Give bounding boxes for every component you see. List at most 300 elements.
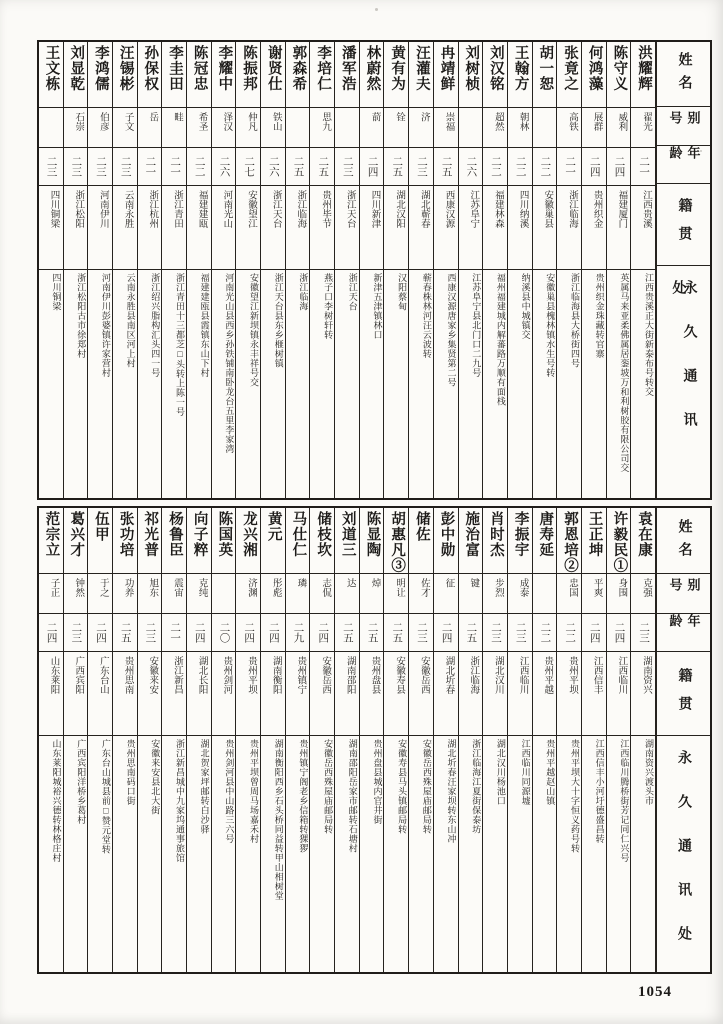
alias-cell: 子正	[39, 574, 63, 614]
alias-cell: 明让	[384, 574, 408, 614]
native-place-cell: 贵州思南	[113, 652, 137, 736]
address-cell: 蕲春株林河汪云波转	[421, 273, 432, 359]
alias-cell: 于之	[88, 574, 112, 614]
alias-cell: 璘	[286, 574, 310, 614]
person-column	[607, 42, 632, 498]
alias-cell: 身围	[607, 574, 631, 614]
native-place-cell: 浙江天台	[335, 186, 359, 270]
address-cell: 安徽岳西殊屋庙邮局转	[421, 739, 432, 834]
age-cell: 二一	[557, 148, 581, 186]
native-place-cell: 湖北汉川	[483, 652, 507, 736]
name-cell: 储枝坎	[310, 508, 334, 574]
alias-cell	[212, 574, 236, 614]
age-cell: 二五	[310, 148, 334, 186]
header-address: 永久通讯处	[676, 750, 691, 970]
address-cell: 浙江青田十三都芝□头转上陈一号	[174, 273, 185, 417]
name-cell: 冉靖鲜	[434, 42, 458, 108]
address-cell: 福州福建城内解蕃路万顺有面栈	[495, 273, 506, 406]
native-place-cell: 浙江杭州	[138, 186, 162, 270]
person-column	[286, 42, 311, 498]
person-column	[310, 508, 335, 972]
native-place-cell: 贵州毕节	[310, 186, 334, 270]
person-column	[138, 508, 163, 972]
native-place-cell: 江西信丰	[582, 652, 606, 736]
address-cell: 河南光山县西乡孙铁铺南卧龙台五里李家湾	[224, 273, 235, 454]
directory-table-bottom	[37, 506, 712, 974]
name-cell: 向子粹	[187, 508, 211, 574]
address-cell: 福建建瓯县霞镇东山下村	[199, 273, 210, 378]
person-column	[286, 508, 311, 972]
name-cell: 陈冠忠	[187, 42, 211, 108]
address-cell: 浙江绍兴脂构汇头四一号	[150, 273, 161, 378]
person-column	[39, 42, 64, 498]
address-cell: 贵州盘县城内官井街	[372, 739, 383, 825]
person-column	[360, 42, 385, 498]
person-column	[409, 42, 434, 498]
person-column	[459, 508, 484, 972]
alias-cell: 忠国	[557, 574, 581, 614]
person-column	[162, 42, 187, 498]
native-place-cell: 安徽寿县	[384, 652, 408, 736]
age-cell: 二三	[483, 614, 507, 652]
age-cell: 二五	[384, 614, 408, 652]
alias-cell: 石崇	[64, 108, 88, 148]
alias-cell: 彤彪	[261, 574, 285, 614]
native-place-cell: 河南伊川	[88, 186, 112, 270]
age-cell: 二四	[39, 614, 63, 652]
address-cell: 安徽巢县槐林镇水生号转	[545, 273, 556, 378]
age-cell: 二一	[138, 148, 162, 186]
address-cell: 英属马来亚柔佛属居銮坡万和利树胶有限公司交	[619, 273, 630, 473]
person-column	[483, 42, 508, 498]
native-place-cell: 江苏阜宁	[459, 186, 483, 270]
name-cell: 龙兴湘	[236, 508, 260, 574]
alias-cell: 志侃	[310, 574, 334, 614]
person-column	[212, 42, 237, 498]
native-place-cell: 江西贵溪	[631, 186, 655, 270]
name-cell: 陈守义	[607, 42, 631, 108]
native-place-cell: 贵州剑河	[212, 652, 236, 736]
address-cell: 湖南资兴渡头市	[644, 739, 654, 806]
age-cell: 二六	[261, 148, 285, 186]
name-cell: 王文栋	[39, 42, 63, 108]
address-cell: 江西临川同源墟	[520, 739, 531, 806]
age-cell: 二一	[631, 148, 655, 186]
native-place-cell: 福建林森	[483, 186, 507, 270]
person-column	[533, 42, 558, 498]
alias-cell: 希圣	[187, 108, 211, 148]
alias-cell: 平爽	[582, 574, 606, 614]
age-cell: 二四	[582, 148, 606, 186]
name-cell: 张功培	[113, 508, 137, 574]
age-cell: 二二	[557, 614, 581, 652]
address-cell: 燕子口李树轩转	[323, 273, 334, 340]
name-cell: 杨鲁臣	[162, 508, 186, 574]
native-place-cell: 浙江松阳	[64, 186, 88, 270]
native-place-cell: 福建厦门	[607, 186, 631, 270]
native-place-cell: 安徽巢县	[533, 186, 557, 270]
person-column	[508, 508, 533, 972]
person-column	[582, 508, 607, 972]
age-cell: 二三	[64, 614, 88, 652]
age-cell: 二四	[236, 614, 260, 652]
age-cell: 二五	[384, 148, 408, 186]
age-cell: 二九	[286, 614, 310, 652]
person-column	[64, 42, 89, 498]
alias-cell: 畦	[162, 108, 186, 148]
native-place-cell: 四川纳溪	[508, 186, 532, 270]
person-column	[409, 508, 434, 972]
age-cell: 二五	[360, 614, 384, 652]
age-cell: 二四	[434, 614, 458, 652]
name-cell: 袁在康	[631, 508, 655, 574]
age-cell: 二二	[508, 148, 532, 186]
age-cell: 二〇	[212, 614, 236, 652]
person-column	[557, 508, 582, 972]
native-place-cell: 云南永胜	[113, 186, 137, 270]
address-cell: 河南伊川彭婆镇许家营村	[100, 273, 111, 378]
native-place-cell: 浙江新昌	[162, 652, 186, 736]
alias-cell	[286, 108, 310, 148]
native-place-cell: 福建建瓯	[187, 186, 211, 270]
name-cell: 刘汉铭	[483, 42, 507, 108]
address-cell: 江苏阜宁县北门口二九号	[471, 273, 482, 378]
person-column	[236, 508, 261, 972]
person-column	[88, 508, 113, 972]
name-cell: 李耀中	[212, 42, 236, 108]
address-cell: 湖北贺家坪邮转白沙驿	[199, 739, 210, 834]
alias-cell: 焯	[360, 574, 384, 614]
person-column	[187, 42, 212, 498]
age-cell: 二三	[64, 148, 88, 186]
age-cell: 二六	[459, 148, 483, 186]
name-cell: 孙保权	[138, 42, 162, 108]
person-column	[434, 508, 459, 972]
name-cell: 谢贤仕	[261, 42, 285, 108]
name-cell: 李培仁	[310, 42, 334, 108]
alias-cell: 成泰	[508, 574, 532, 614]
header-address: 永久通讯处	[670, 280, 697, 457]
person-column	[39, 508, 64, 972]
address-cell: 广西宾阳洋桥乡葛村	[76, 739, 87, 825]
person-column	[261, 508, 286, 972]
header-column	[656, 42, 710, 498]
name-cell: 张竟之	[557, 42, 581, 108]
age-cell: 二二	[533, 148, 557, 186]
alias-cell: 钟然	[64, 574, 88, 614]
address-cell: 贵州织金珠藏转官寨	[594, 273, 605, 359]
age-cell: 二四	[607, 614, 631, 652]
name-cell: 葛兴才	[64, 508, 88, 574]
person-column	[607, 508, 632, 972]
name-cell: 王正坤	[582, 508, 606, 574]
name-cell: 黄元	[261, 508, 285, 574]
age-cell: 二三	[88, 148, 112, 186]
native-place-cell: 江西临川	[607, 652, 631, 736]
name-cell: 汪灌夫	[409, 42, 433, 108]
name-cell: 马仕仁	[286, 508, 310, 574]
age-cell: 二六	[212, 148, 236, 186]
alias-cell: 子文	[113, 108, 137, 148]
alias-cell: 威利	[607, 108, 631, 148]
person-column	[187, 508, 212, 972]
person-column	[557, 42, 582, 498]
header-name: 姓名	[657, 42, 710, 107]
directory-table-top	[37, 40, 712, 500]
person-column	[88, 42, 113, 498]
scan-speck	[700, 150, 702, 152]
age-cell: 二三	[409, 614, 433, 652]
alias-cell: 克强	[631, 574, 655, 614]
alias-cell: 步烈	[483, 574, 507, 614]
address-cell: 浙江新昌城中九家坞通事旅馆	[174, 739, 185, 863]
name-cell: 汪锡彬	[113, 42, 137, 108]
alias-cell: 达	[335, 574, 359, 614]
address-cell: 贵州平坝大十字恒义药号转	[569, 739, 580, 853]
address-cell: 浙江天台县东乡榧树镇	[273, 273, 284, 368]
name-cell: 彭中勋	[434, 508, 458, 574]
age-cell: 二五	[113, 614, 137, 652]
name-cell: 王翰方	[508, 42, 532, 108]
native-place-cell: 湖南邵阳	[335, 652, 359, 736]
native-place-cell: 湖南资兴	[631, 652, 655, 736]
name-cell: 何鸿藻	[582, 42, 606, 108]
name-cell: 胡惠凡③	[384, 508, 408, 574]
address-cell: 新津五津镇林口	[372, 273, 383, 340]
age-cell: 二四	[88, 614, 112, 652]
person-column	[261, 42, 286, 498]
name-cell: 伍甲	[88, 508, 112, 574]
person-column	[138, 42, 163, 498]
name-cell: 刘显乾	[64, 42, 88, 108]
header-alias: 别号	[657, 107, 710, 146]
age-cell: 二五	[286, 148, 310, 186]
alias-cell: 崇福	[434, 108, 458, 148]
native-place-cell: 浙江临海	[286, 186, 310, 270]
native-place-cell: 湖北圻春	[434, 652, 458, 736]
age-cell: 二五	[335, 614, 359, 652]
alias-cell: 济渊	[236, 574, 260, 614]
name-cell: 李鸿儒	[88, 42, 112, 108]
alias-cell: 泽汉	[212, 108, 236, 148]
age-cell: 二四	[607, 148, 631, 186]
native-place-cell: 安徽岳西	[310, 652, 334, 736]
age-cell: 二四	[360, 148, 384, 186]
alias-cell: 克纯	[187, 574, 211, 614]
age-cell: 二七	[236, 148, 260, 186]
alias-cell	[533, 574, 557, 614]
address-cell: 浙江临海县大桥街四号	[569, 273, 580, 368]
name-cell: 储佐	[409, 508, 433, 574]
name-cell: 郭恩培②	[557, 508, 581, 574]
person-column	[162, 508, 187, 972]
page-number: 1054	[638, 984, 672, 1000]
native-place-cell: 江西临川	[508, 652, 532, 736]
native-place-cell: 山东莱阳	[39, 652, 63, 736]
header-column	[656, 508, 710, 972]
person-column	[631, 508, 656, 972]
person-column	[483, 508, 508, 972]
native-place-cell: 贵州平越	[533, 652, 557, 736]
native-place-cell: 湖北长阳	[187, 652, 211, 736]
person-column	[310, 42, 335, 498]
name-cell: 李振宇	[508, 508, 532, 574]
native-place-cell: 安徽望江	[236, 186, 260, 270]
native-place-cell: 贵州镇宁	[286, 652, 310, 736]
address-cell: 安徽望江新坝镇永丰祥号交	[249, 273, 259, 387]
native-place-cell: 广西宾阳	[64, 652, 88, 736]
alias-cell	[459, 108, 483, 148]
name-cell: 洪耀辉	[631, 42, 655, 108]
age-cell: 二五	[459, 614, 483, 652]
name-cell: 肖时杰	[483, 508, 507, 574]
person-column	[384, 42, 409, 498]
alias-cell: 思九	[310, 108, 334, 148]
address-cell: 安徽岳西殊屋庙邮局转	[323, 739, 334, 834]
age-cell: 二一	[162, 614, 186, 652]
address-cell: 贵州镇宁阁老乡信箱转猓猡	[298, 739, 309, 853]
person-column	[64, 508, 89, 972]
header-native: 籍贯	[657, 184, 710, 267]
address-cell: 浙江临海江夏街保泰坊	[471, 739, 482, 834]
address-cell: 纳溪县中城镇交	[520, 273, 531, 340]
person-column	[212, 508, 237, 972]
age-cell: 二三	[631, 614, 655, 652]
address-cell: 汉阳蔡甸	[397, 273, 408, 311]
person-column	[631, 42, 656, 498]
alias-cell: 仲凡	[236, 108, 260, 148]
address-cell: 四川铜梁	[51, 273, 62, 311]
name-cell: 胡一恕	[533, 42, 557, 108]
alias-cell: 超然	[483, 108, 507, 148]
native-place-cell: 西康汉源	[434, 186, 458, 270]
name-cell: 林蔚然	[360, 42, 384, 108]
address-cell: 贵州思南码口街	[125, 739, 136, 806]
name-cell: 刘树桢	[459, 42, 483, 108]
person-column	[335, 42, 360, 498]
native-place-cell: 安徽岳西	[409, 652, 433, 736]
native-place-cell: 浙江天台	[261, 186, 285, 270]
native-place-cell: 贵州平坝	[557, 652, 581, 736]
age-cell: 二三	[138, 614, 162, 652]
native-place-cell: 河南光山	[212, 186, 236, 270]
age-cell: 二四	[582, 614, 606, 652]
native-place-cell: 安徽来安	[138, 652, 162, 736]
alias-cell: 功养	[113, 574, 137, 614]
native-place-cell: 湖南衡阳	[261, 652, 285, 736]
person-column	[360, 508, 385, 972]
alias-cell: 征	[434, 574, 458, 614]
native-place-cell: 四川新津	[360, 186, 384, 270]
address-cell: 浙江松阳古市徐郑村	[76, 273, 87, 359]
person-column	[434, 42, 459, 498]
name-cell: 李圭田	[162, 42, 186, 108]
alias-cell	[39, 108, 63, 148]
native-place-cell: 浙江青田	[162, 186, 186, 270]
alias-cell	[335, 108, 359, 148]
person-column	[335, 508, 360, 972]
address-cell: 湖南衡阳西乡石头桥同益转甲山相树堂	[273, 739, 284, 901]
age-cell: 二四	[310, 614, 334, 652]
native-place-cell: 浙江临海	[459, 652, 483, 736]
person-column	[236, 42, 261, 498]
alias-cell: 翟光	[631, 108, 655, 148]
alias-cell: 伯彦	[88, 108, 112, 148]
age-cell: 二一	[162, 148, 186, 186]
name-cell: 许毅民①	[607, 508, 631, 574]
name-cell: 郭森希	[286, 42, 310, 108]
alias-cell: 岳	[138, 108, 162, 148]
address-cell: 江西临川腾桥街芳记同仁兴号	[619, 739, 630, 863]
age-cell: 二四	[187, 614, 211, 652]
age-cell: 二二	[187, 148, 211, 186]
native-place-cell: 广东台山	[88, 652, 112, 736]
native-place-cell: 贵州平坝	[236, 652, 260, 736]
native-place-cell: 湖北汉阳	[384, 186, 408, 270]
name-cell: 陈国英	[212, 508, 236, 574]
name-cell: 唐寿延	[533, 508, 557, 574]
native-place-cell: 浙江临海	[557, 186, 581, 270]
address-cell: 湖北汉川杨池口	[495, 739, 506, 806]
name-cell: 陈显陶	[360, 508, 384, 574]
person-column	[533, 508, 558, 972]
native-place-cell: 湖北蕲春	[409, 186, 433, 270]
address-cell: 山东莱阳城裕兴德转林格庄村	[51, 739, 62, 863]
age-cell: 二三	[409, 148, 433, 186]
alias-cell: 济	[409, 108, 433, 148]
address-cell: 贵州平越赵山镇	[545, 739, 556, 806]
name-cell: 黄有为	[384, 42, 408, 108]
alias-cell: 键	[459, 574, 483, 614]
address-cell: 云南永胜县南区河上村	[125, 273, 136, 368]
native-place-cell: 四川铜梁	[39, 186, 63, 270]
native-place-cell: 贵州织金	[582, 186, 606, 270]
age-cell: 二二	[483, 148, 507, 186]
alias-cell: 展群	[582, 108, 606, 148]
person-column	[113, 508, 138, 972]
person-column	[459, 42, 484, 498]
alias-cell: 朝林	[508, 108, 532, 148]
scan-speck	[375, 8, 378, 11]
address-cell: 湖北圻春汪家坝转东山冲	[446, 739, 457, 844]
header-alias: 别号	[657, 574, 710, 614]
native-place-cell: 贵州盘县	[360, 652, 384, 736]
age-cell: 二四	[261, 614, 285, 652]
alias-cell: 铨	[384, 108, 408, 148]
age-cell: 二三	[39, 148, 63, 186]
address-cell: 浙江临海	[298, 273, 309, 311]
header-name: 姓名	[657, 508, 710, 574]
person-column	[582, 42, 607, 498]
alias-cell: 佐才	[409, 574, 433, 614]
name-cell: 范宗立	[39, 508, 63, 574]
person-column	[384, 508, 409, 972]
alias-cell: 旭东	[138, 574, 162, 614]
age-cell: 二三	[113, 148, 137, 186]
age-cell: 二五	[434, 148, 458, 186]
age-cell: 二二	[533, 614, 557, 652]
alias-cell: 震宙	[162, 574, 186, 614]
age-cell: 二三	[335, 148, 359, 186]
address-cell: 安徽来安县北大街	[150, 739, 161, 815]
address-cell: 江西信丰小河圩德盛昌转	[594, 739, 605, 844]
address-cell: 浙江天台	[347, 273, 358, 311]
alias-cell: 葥	[360, 108, 384, 148]
address-cell: 江西贵溪正大街新泰布号转交	[644, 273, 654, 397]
address-cell: 湖南邵阳岳家市邮转石塘村	[347, 739, 358, 853]
address-cell: 贵州平坝曾周马场嘉禾村	[249, 739, 259, 844]
alias-cell	[533, 108, 557, 148]
